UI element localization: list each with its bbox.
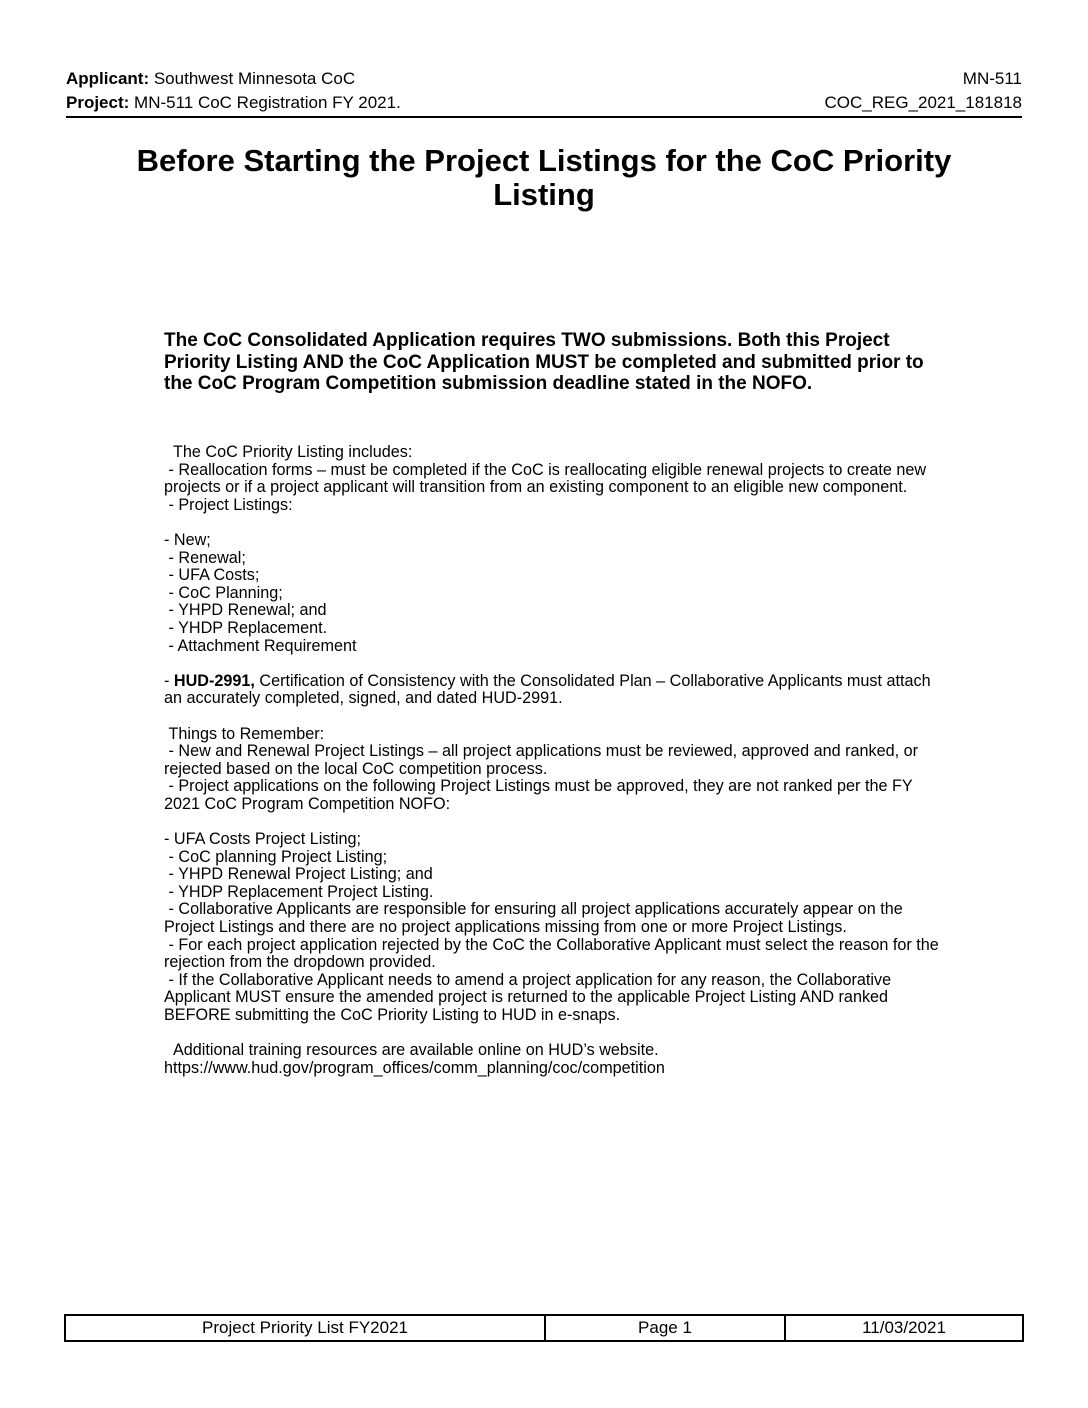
applicant-row bbox=[66, 67, 1022, 91]
project-value: MN-511 CoC Registration FY 2021. bbox=[134, 93, 401, 112]
page-header bbox=[66, 64, 1022, 118]
instructions-part-2: Certification of Consistency with the Consolidated Plan – Collaborative Applicants must attach an accurately completed, signed, and dated HUD-2991. Things to Remember: - New and Renewal Project Listings – all project applications must be reviewed, approved and ranked, or rejected based on the local CoC competition process. - Project applications on the following Project Listings must be approved, they are not ranked per the FY 2021 CoC Program Competition NOFO: - UFA Costs Project Listing; - CoC planning Project Listing; - YHPD Renewal Project Listing; and - YHDP Replacement Project Listing. - Collaborative Applicants are responsible for ensuring all project applications accurately appear on the Project Listings and there are no project applications missing from one or more Project Listings. - For each project application rejected by the CoC the Collaborative Applicant must select the reason for the rejection from the dropdown provided. - If the Collaborative Applicant needs to amend a project application for any reason, the Collaborative Applicant MUST ensure the amended project is returned to the applicable Project Listing AND ranked BEFORE submitting the CoC Priority Listing to HUD in e-snaps. Additional training resources are available online on HUD’s website. https://www.hud.gov/program_offices/comm_planning/coc/competition bbox=[164, 671, 939, 1077]
project-row bbox=[66, 91, 1022, 115]
hud-2991-label: HUD-2991, bbox=[173, 671, 255, 690]
instructions-body bbox=[164, 444, 944, 1077]
instructions-part-1: The CoC Priority Listing includes: - Reallocation forms – must be completed if the CoC is reallocating eligible renewal projects to create new projects or if a project applicant will transition from an existing component to an eligible new component. - Project Listings: - New; - Renewal; - UFA Costs; - CoC Planning; - YHPD Renewal; and - YHDP Replacement. - Attachment Requirement - bbox=[164, 443, 927, 690]
applicant-label: Applicant: bbox=[66, 69, 150, 88]
page-footer bbox=[64, 1314, 1024, 1342]
footer-document-name: Project Priority List FY2021 bbox=[66, 1316, 546, 1340]
page-title: Before Starting the Project Listings for the CoC Priority Listing bbox=[136, 143, 952, 212]
coc-id: MN-511 bbox=[962, 69, 1022, 88]
applicant-value: Southwest Minnesota CoC bbox=[153, 69, 356, 88]
footer-date: 11/03/2021 bbox=[862, 1318, 946, 1337]
project-label: Project: bbox=[66, 93, 130, 112]
submission-notice: The CoC Consolidated Application requires TWO submissions. Both this Project Priority Listing AND the CoC Application MUST be completed and submitted prior to the CoC Program Competition submission deadline stated in the NOFO. bbox=[164, 330, 924, 394]
footer-page-number: Page 1 bbox=[546, 1316, 786, 1340]
registration-id: COC_REG_2021_181818 bbox=[824, 93, 1022, 112]
